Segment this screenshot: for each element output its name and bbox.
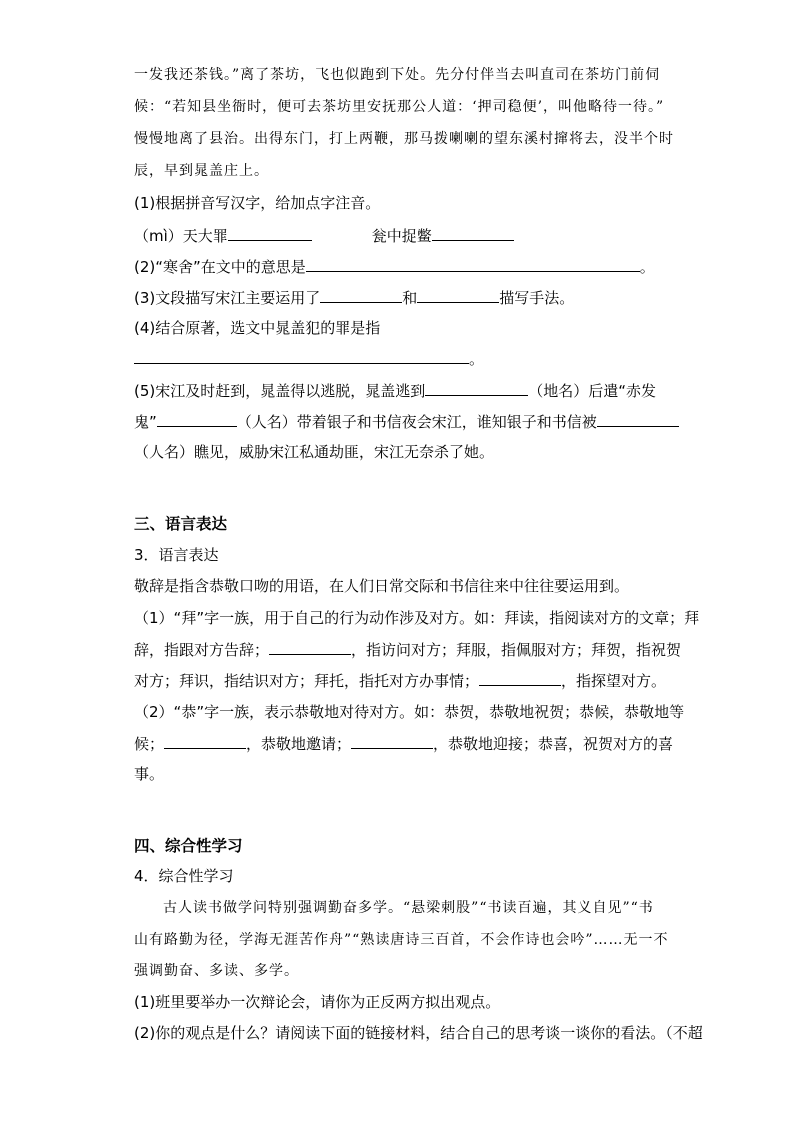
section-4-question-1: (1)班里要举办一次辩论会，请你为正反两方拟出观点。	[134, 993, 501, 1011]
question-5-line-3: （人名）瞧见，威胁宋江私通劫匪，宋江无奈杀了她。	[134, 443, 495, 461]
section-3-part-1-line-3	[134, 670, 666, 691]
question-5-line-1	[134, 380, 656, 401]
section-4-quote-line-3: 强调勤奋、多读、多学。	[134, 963, 299, 979]
phonetic-item: 瓮中捉鳖	[371, 227, 432, 245]
section-3-subheading: 3．语言表达	[134, 546, 219, 564]
pinyin-item: （mì）天大罪	[134, 227, 228, 245]
part-1-text-b: 辞，指跟对方告辞；	[134, 641, 270, 659]
section-3-heading: 三、语言表达	[134, 515, 228, 533]
question-2-text: (2)“寒舍”在文中的意思是	[134, 258, 306, 276]
answer-blank[interactable]	[432, 225, 514, 241]
answer-blank[interactable]	[479, 670, 561, 686]
section-4-subheading: 4．综合性学习	[134, 867, 234, 885]
answer-blank[interactable]	[228, 225, 312, 241]
question-5-text-a: (5)宋江及时赶到，晁盖得以逃脱，晁盖逃到	[134, 382, 426, 400]
question-1-items	[134, 225, 514, 246]
section-4-quote-line-2: 山有路勤为径，学海无涯苦作舟”“熟读唐诗三百首，不会作诗也会吟”……无一不	[134, 932, 669, 948]
passage-line-3: 慢慢地离了县治。出得东门，打上两鞭，那马拨喇喇的望东溪村撺将去，没半个时	[134, 131, 674, 147]
part-2-text-b: 候；	[134, 735, 165, 753]
answer-blank[interactable]	[306, 256, 640, 272]
question-3-text: (3)文段描写宋江主要运用了	[134, 289, 321, 307]
question-4-answer	[134, 348, 484, 369]
answer-blank[interactable]	[351, 733, 433, 749]
question-4-text: (4)结合原著，选文中晁盖犯的罪是指	[134, 319, 381, 337]
section-4-quote-line-1: 古人读书做学问特别强调勤奋多学。“悬梁刺股”“书读百遍，其义自见”“书	[163, 900, 654, 916]
part-1-text-e: ，指探望对方。	[561, 672, 667, 690]
section-4-question-2: (2)你的观点是什么？请阅读下面的链接材料，结合自己的思考谈一谈你的看法。（不超	[134, 1024, 703, 1042]
question-3	[134, 287, 574, 308]
answer-blank[interactable]	[425, 380, 528, 396]
question-5-text-d: （人名）带着银子和书信夜会宋江，谁知银子和书信被	[236, 413, 597, 431]
question-1-prompt: (1)根据拼音写汉字，给加点字注音。	[134, 194, 381, 212]
answer-blank[interactable]	[269, 639, 351, 655]
question-2-end: 。	[639, 258, 655, 276]
part-2-text-c: ，恭敬地邀请；	[246, 735, 352, 753]
answer-blank[interactable]	[597, 411, 679, 427]
section-3-part-1-line-1: （1）“拜”字一族，用于自己的行为动作涉及对方。如：拜读，指阅读对方的文章；拜	[134, 609, 700, 627]
answer-blank[interactable]	[157, 411, 237, 427]
part-1-text-d: 对方；拜识，指结识对方；拜托，指托对方办事情；	[134, 672, 480, 690]
section-3-part-1-line-2	[134, 639, 681, 660]
section-3-part-2-line-1: （2）“恭”字一族，表示恭敬地对待对方。如：恭贺，恭敬地祝贺；恭候，恭敬地等	[134, 703, 685, 721]
question-3-end: 描写手法。	[499, 289, 575, 307]
answer-blank[interactable]	[134, 348, 469, 364]
answer-blank[interactable]	[164, 733, 246, 749]
part-1-text-c: ，指访问对方；拜服，指佩服对方；拜贺，指祝贺	[351, 641, 682, 659]
passage-line-1: 一发我还茶钱。”离了茶坊，飞也似跑到下处。先分付伴当去叫直司在茶坊门前伺	[134, 67, 661, 83]
question-2	[134, 256, 655, 277]
question-5-text-c: 鬼”	[134, 413, 157, 431]
passage-line-4: 辰，早到晁盖庄上。	[134, 163, 269, 179]
question-3-and: 和	[402, 289, 418, 307]
question-4-end: 。	[469, 350, 485, 368]
answer-blank[interactable]	[320, 287, 402, 303]
question-5-line-2	[134, 411, 679, 432]
section-3-part-2-line-2	[134, 733, 673, 754]
part-2-text-d: ，恭敬地迎接；恭喜，祝贺对方的喜	[433, 735, 674, 753]
question-5-text-b: （地名）后遣“赤发	[528, 382, 657, 400]
section-4-heading: 四、综合性学习	[134, 837, 243, 855]
section-3-part-2-line-3: 事。	[134, 765, 165, 783]
answer-blank[interactable]	[417, 287, 499, 303]
passage-line-2: 候：“若知县坐衙时，便可去茶坊里安抚那公人道：‘押司稳便’，叫他略待一待。”	[134, 99, 665, 115]
section-3-intro: 敬辞是指含恭敬口吻的用语，在人们日常交际和书信往来中往往要运用到。	[134, 577, 630, 595]
